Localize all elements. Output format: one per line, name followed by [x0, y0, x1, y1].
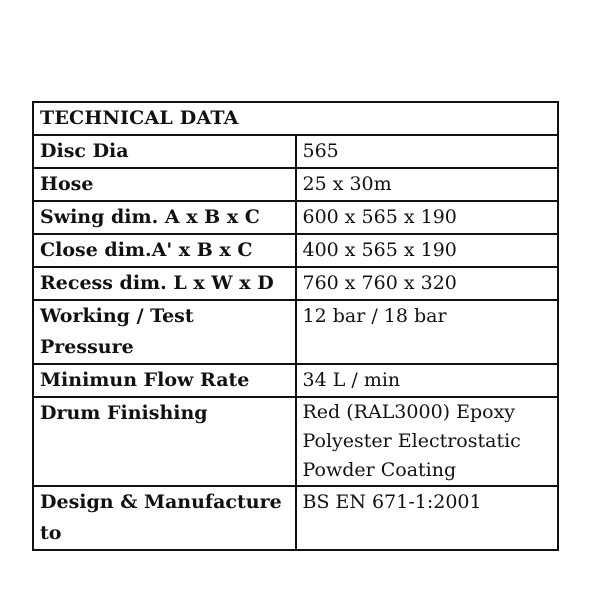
- drum-finishing-line: Polyester Electrostatic: [302, 430, 521, 452]
- drum-finishing-line: Red (RAL3000) Epoxy: [302, 401, 516, 423]
- row-value-disc-dia: 565: [296, 135, 559, 168]
- row-value-flow-rate: 34 L / min: [296, 364, 559, 397]
- row-value-recess-dim: 760 x 760 x 320: [296, 267, 559, 300]
- table-row: [33, 486, 558, 550]
- row-value-pressure: 12 bar / 18 bar: [296, 300, 559, 364]
- drum-finishing-line: Powder Coating: [302, 459, 457, 481]
- row-value-swing-dim: 600 x 565 x 190: [296, 201, 559, 234]
- row-label-swing-dim: Swing dim. A x B x C: [33, 201, 296, 234]
- row-label-flow-rate: Minimun Flow Rate: [33, 364, 296, 397]
- row-value-close-dim: 400 x 565 x 190: [296, 234, 559, 267]
- row-value-hose: 25 x 30m: [296, 168, 559, 201]
- table-row: [33, 267, 558, 300]
- row-label-close-dim: Close dim.A' x B x C: [33, 234, 296, 267]
- table-row: [33, 364, 558, 397]
- technical-data-table: [32, 101, 559, 551]
- table-row: [33, 234, 558, 267]
- table-row: [33, 397, 558, 486]
- row-value-drum-finishing: [296, 397, 559, 486]
- row-label-hose: Hose: [33, 168, 296, 201]
- row-label-recess-dim: Recess dim. L x W x D: [33, 267, 296, 300]
- table-title: TECHNICAL DATA: [33, 102, 558, 135]
- row-value-design-manufacture: BS EN 671-1:2001: [296, 486, 559, 550]
- table-row: [33, 135, 558, 168]
- row-label-disc-dia: Disc Dia: [33, 135, 296, 168]
- table-header-row: [33, 102, 558, 135]
- row-label-design-manufacture: Design & Manufacture to: [33, 486, 296, 550]
- table-row: [33, 168, 558, 201]
- row-label-drum-finishing: Drum Finishing: [33, 397, 296, 486]
- table-row: [33, 300, 558, 364]
- table-row: [33, 201, 558, 234]
- row-label-pressure: Working / Test Pressure: [33, 300, 296, 364]
